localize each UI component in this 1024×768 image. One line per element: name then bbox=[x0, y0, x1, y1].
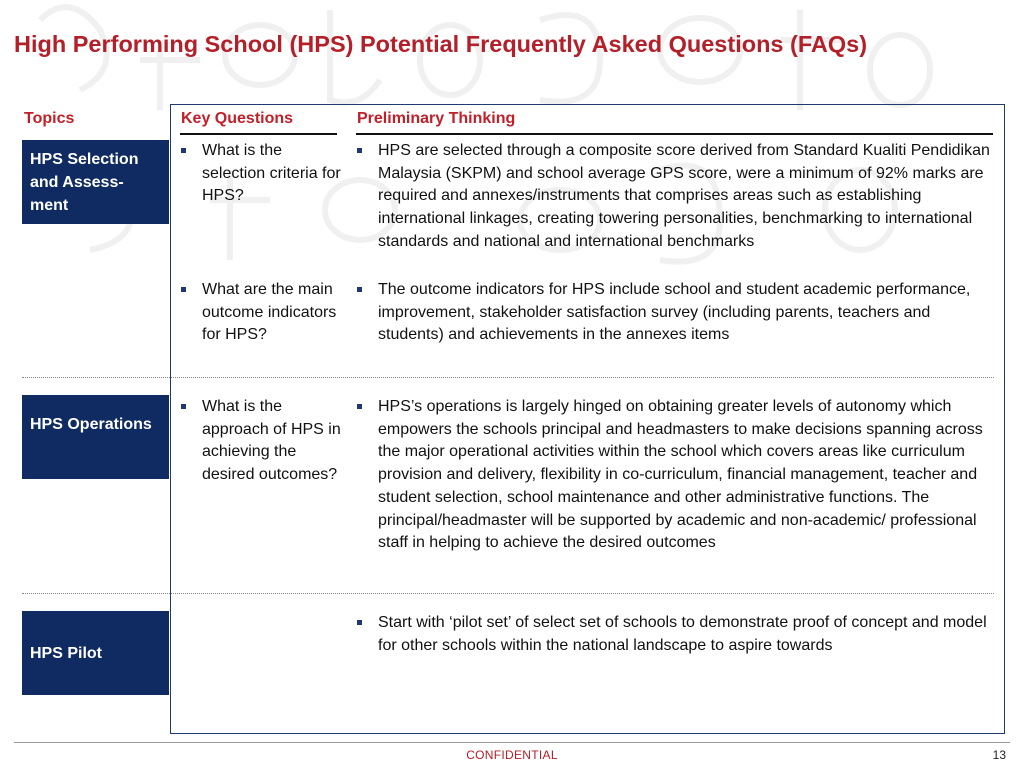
topic-hps-pilot bbox=[22, 611, 169, 695]
bullet-icon bbox=[357, 287, 362, 292]
answer-text: HPS’s operations is largely hinged on obtaining greater levels of autonomy which empowers the schools principal and headmasters to make decisions spanning across the major operational activities within the school which covers areas like curriculum provision and delivery, flexibility in co-curriculum, financial management, teacher and student selection, school maintenance and other administrative functions. The principal/headmaster will be supported by academic and non-academic/ professional staff in helping to achieve the desired outcomes bbox=[378, 398, 983, 552]
footer-divider bbox=[14, 742, 1010, 743]
bullet-icon bbox=[357, 148, 362, 153]
header-topics: Topics bbox=[24, 110, 75, 127]
question-text: What is the approach of HPS in achieving the desired outcomes? bbox=[202, 398, 341, 484]
question-item bbox=[181, 396, 341, 487]
answer-item bbox=[357, 612, 997, 657]
section-divider bbox=[22, 377, 994, 378]
page-number: 13 bbox=[992, 748, 1006, 762]
bullet-icon bbox=[357, 620, 362, 625]
bullet-icon bbox=[357, 404, 362, 409]
answer-text: The outcome indicators for HPS include school and student academic performance, improvement, stakeholder satisfaction survey (including parents, teachers and students) and achievements in the annexes items bbox=[378, 281, 971, 344]
page-title: High Performing School (HPS) Potential Frequently Asked Questions (FAQs) bbox=[14, 31, 868, 57]
topic-label: HPS Operations bbox=[30, 416, 152, 433]
header-key-questions: Key Questions bbox=[181, 110, 294, 127]
footer-confidential: CONFIDENTIAL bbox=[466, 748, 558, 762]
answer-text: Start with ‘pilot set’ of select set of schools to demonstrate proof of concept and model for other schools within the national landscape to aspire towards bbox=[378, 614, 987, 654]
question-item bbox=[181, 140, 341, 208]
question-text: What are the main outcome indicators for HPS? bbox=[202, 281, 337, 344]
answer-item bbox=[357, 396, 997, 555]
bullet-icon bbox=[181, 287, 186, 292]
topic-hps-operations bbox=[22, 395, 169, 479]
question-text: What is the selection criteria for HPS? bbox=[202, 142, 341, 205]
answer-item bbox=[357, 140, 997, 254]
bullet-icon bbox=[181, 148, 186, 153]
topic-label: HPS Selection and Assess-ment bbox=[30, 151, 139, 214]
header-preliminary-thinking: Preliminary Thinking bbox=[357, 110, 516, 127]
question-item bbox=[181, 279, 341, 347]
bullet-icon bbox=[181, 404, 186, 409]
answer-text: HPS are selected through a composite score derived from Standard Kualiti Pendidikan Malaysia (SKPM) and school average GPS score, were a minimum of 92% marks are required and annexes/instruments that comprises areas such as establishing international linkages, creating towering personalities, benchmarking to international standards and national and international benchmarks bbox=[378, 142, 990, 250]
topic-hps-selection bbox=[22, 140, 169, 224]
topic-label: HPS Pilot bbox=[30, 644, 103, 662]
answer-item bbox=[357, 279, 997, 347]
section-divider bbox=[22, 593, 994, 594]
